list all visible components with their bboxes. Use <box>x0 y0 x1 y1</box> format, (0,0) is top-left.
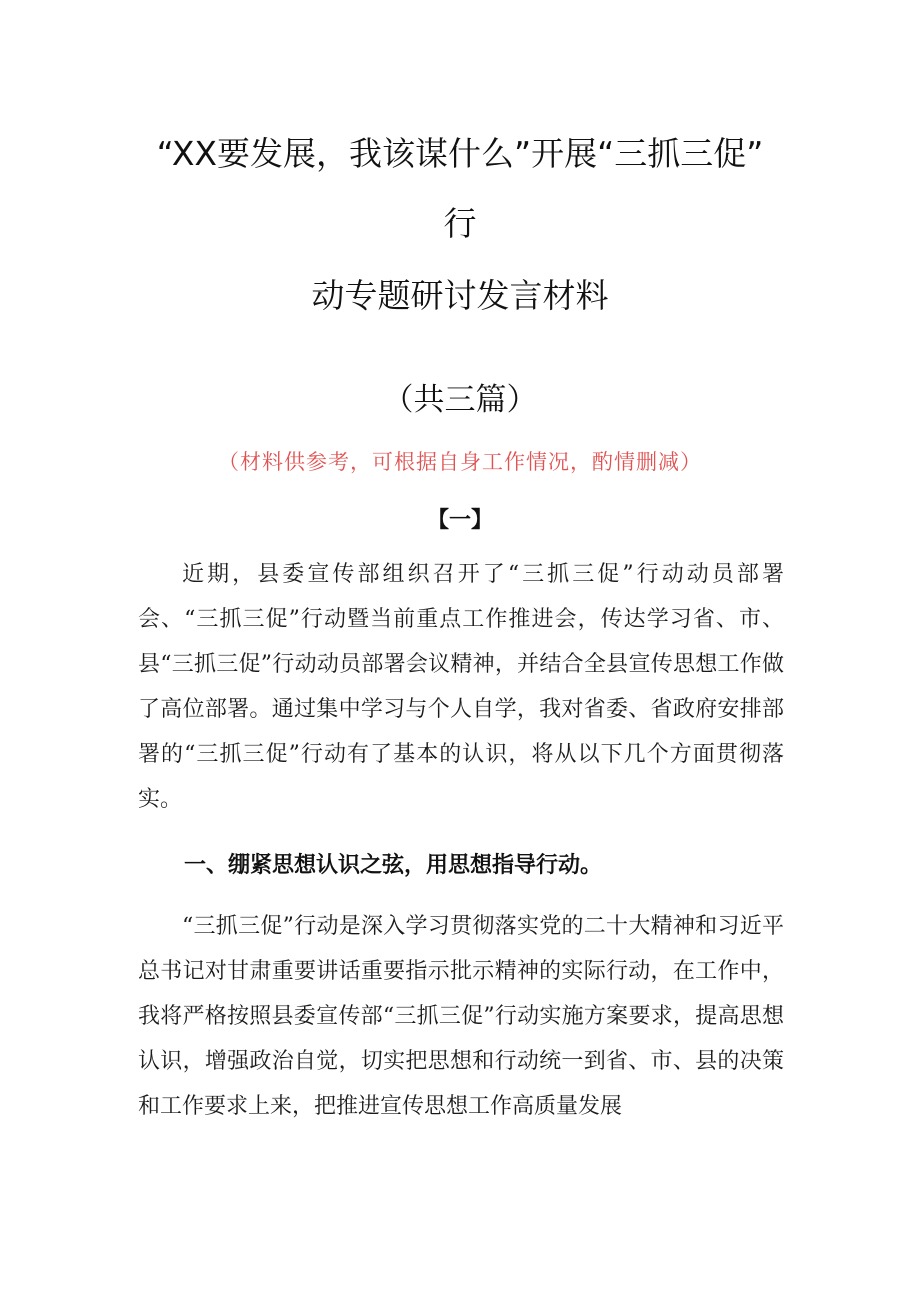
section-marker: 【一】 <box>426 508 493 533</box>
document-subtitle: （共三篇） <box>382 382 538 418</box>
body-paragraph-1: 近期，县委宣传部组织召开了“三抓三促”行动动员部署会、“三抓三促”行动暨当前重点工作推进会，传达学习省、市、县“三抓三促”行动动员部署会议精神，并结合全县宣传思想工作做了高位部署。通过集中学习与个人自学，我对省委、省政府安排部署的“三抓三促”行动有了基本的认识，将从以下几个方面贯彻落实。 <box>138 562 784 812</box>
section-heading-1: 一、绷紧思想认识之弦，用思想指导行动。 <box>184 853 603 878</box>
document-title-line-2: 行 <box>443 204 477 243</box>
document-title-line-3: 动专题研讨发言材料 <box>311 276 609 315</box>
document-title-line-1: “XX要发展，我该谋什么”开展“三抓三促” <box>156 134 764 173</box>
reference-note: （材料供参考，可根据自身工作情况，酌情删减） <box>218 450 702 474</box>
body-paragraph-2: “三抓三促”行动是深入学习贯彻落实党的二十大精神和习近平总书记对甘肃重要讲话重要指示批示精神的实际行动，在工作中，我将严格按照县委宣传部“三抓三促”行动实施方案要求，提高思想认识，增强政治自觉，切实把思想和行动统一到省、市、县的决策和工作要求上来，把推进宣传思想工作高质量发展 <box>138 914 784 1119</box>
